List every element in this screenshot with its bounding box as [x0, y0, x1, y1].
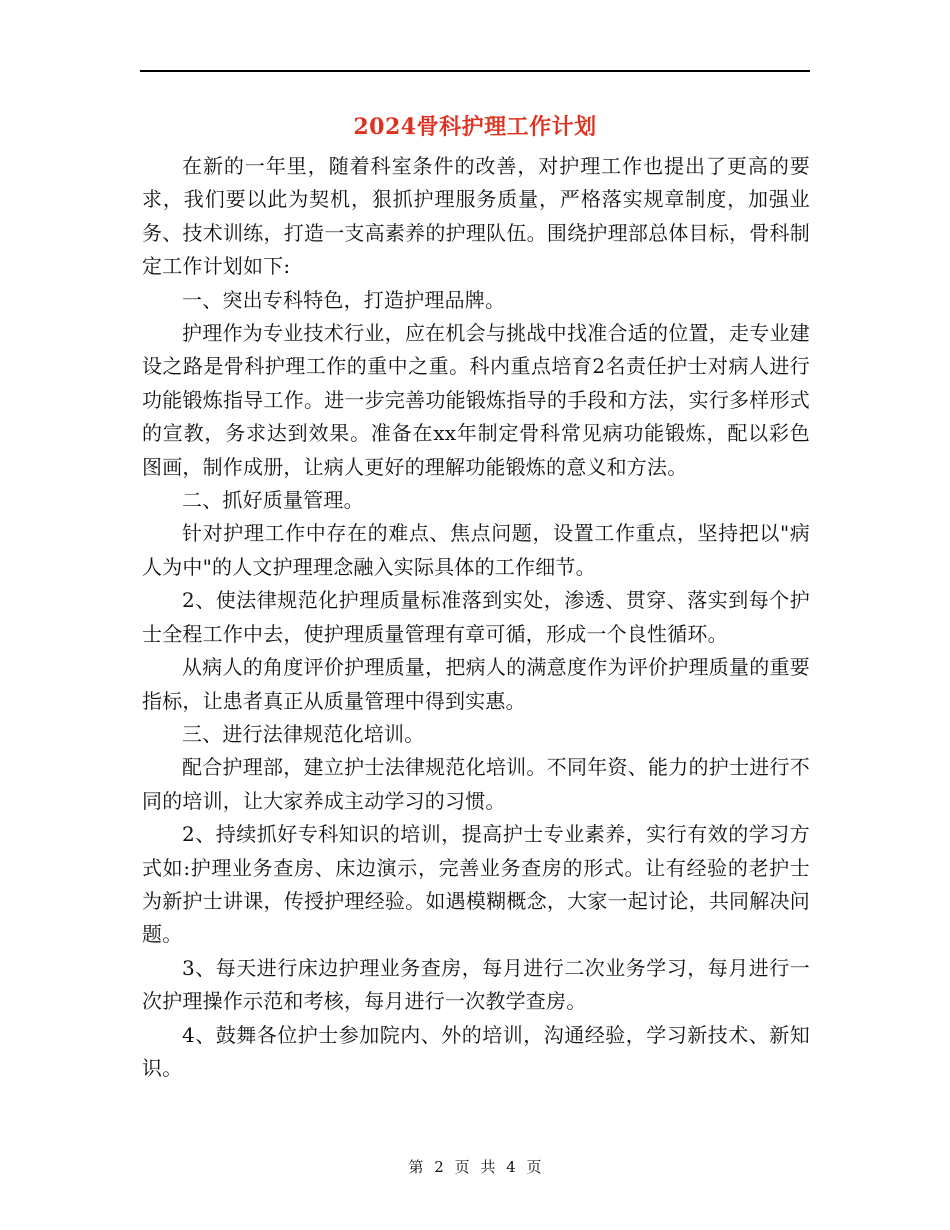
paragraph-focus: 针对护理工作中存在的难点、焦点问题，设置工作重点，坚持把以"病人为中"的人文护理理念融入实际具体的工作细节。: [142, 521, 810, 579]
paragraph-specialty: 护理作为专业技术行业，应在机会与挑战中找准合适的位置，走专业建设之路是骨科护理工作的重中之重。科内重点培育2名责任护士对病人进行功能锻炼指导工作。进一步完善功能锻炼指导的手段和方法，实行多样形式的宣教，务求达到效果。准备在xx年制定骨科常见病功能锻炼，配以彩色图画，制作成册，让病人更好的理解功能锻炼的意义和方法。: [142, 321, 810, 479]
paragraph-ward-rounds: 3、每天进行床边护理业务查房，每月进行二次业务学习，每月进行一次护理操作示范和考核，每月进行一次教学查房。: [142, 955, 810, 1014]
document-title: 2024骨科护理工作计划: [353, 114, 597, 140]
paragraph-patient-evaluation: 从病人的角度评价护理质量，把病人的满意度作为评价护理质量的重要指标，让患者真正从质量管理中得到实惠。: [142, 655, 810, 713]
header-rule: [140, 70, 810, 72]
section-heading-2: 二、抓好质量管理。: [182, 488, 364, 513]
document-body: [142, 150, 810, 1085]
paragraph-external-training: 4、鼓舞各位护士参加院内、外的培训，沟通经验，学习新技术、新知识。: [142, 1022, 810, 1080]
paragraph-training: 配合护理部，建立护士法律规范化培训。不同年资、能力的护士进行不同的培训，让大家养成主动学习的习惯。: [142, 755, 810, 813]
paragraph-specialty-knowledge: 2、持续抓好专科知识的培训，提高护士专业素养，实行有效的学习方式如:护理业务查房、床边演示，完善业务查房的形式。让有经验的老护士为新护士讲课，传授护理经验。如遇模糊概念，大家一起讨论，共同解决问题。: [142, 822, 810, 947]
section-heading-3: 三、进行法律规范化培训。: [182, 721, 425, 746]
page-number-footer: 第 2 页 共 4 页: [408, 1158, 542, 1176]
paragraph-intro: 在新的一年里，随着科室条件的改善，对护理工作也提出了更高的要求，我们要以此为契机，狠抓护理服务质量，严格落实规章制度，加强业务、技术训练，打造一支高素养的护理队伍。围绕护理部总体目标，骨科制定工作计划如下:: [142, 154, 810, 279]
paragraph-quality-standard: 2、使法律规范化护理质量标准落到实处，渗透、贯穿、落实到每个护士全程工作中去，使护理质量管理有章可循，形成一个良性循环。: [142, 588, 810, 646]
section-heading-1: 一、突出专科特色，打造护理品牌。: [182, 287, 506, 312]
